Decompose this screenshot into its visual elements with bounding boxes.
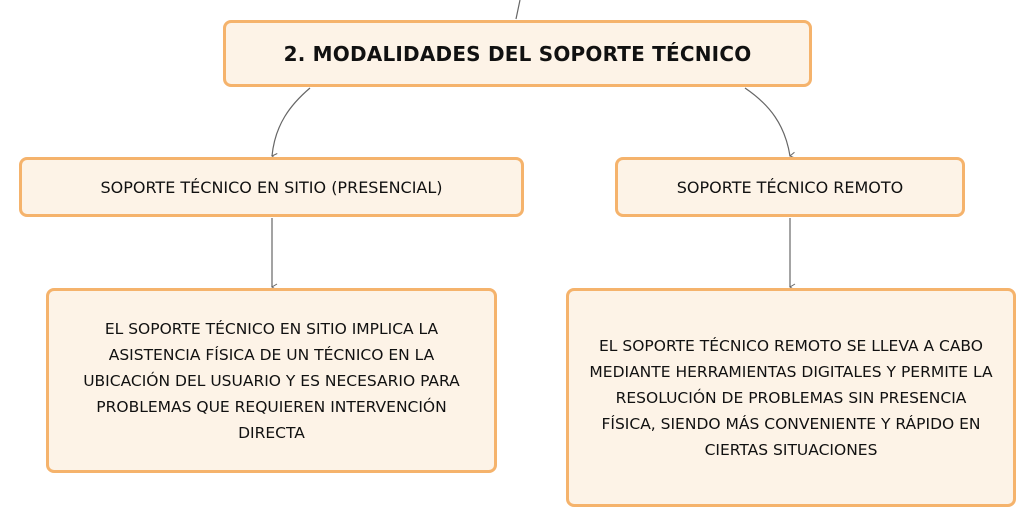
remote-support-node[interactable] <box>615 157 965 217</box>
remote-support-detail-node[interactable] <box>566 288 1016 507</box>
incoming-connector <box>516 0 520 19</box>
remote-support-label: SOPORTE TÉCNICO REMOTO <box>676 177 904 197</box>
remote-support-detail-text: EL SOPORTE TÉCNICO REMOTO SE LLEVA A CABO MEDIANTE HERRAMIENTAS DIGITALES Y PERMITE LA RESOLUCIÓN DE PROBLEMAS SIN PRESENCIA FÍSICA, SIENDO MÁS CONVENIENTE Y RÁPIDO EN CIERTAS SITUACIONES <box>589 336 993 459</box>
onsite-support-detail-text: EL SOPORTE TÉCNICO EN SITIO IMPLICA LA ASISTENCIA FÍSICA DE UN TÉCNICO EN LA UBICACIÓN DEL USUARIO Y ES NECESARIO PARA PROBLEMAS QUE REQUIEREN INTERVENCIÓN DIRECTA <box>83 319 460 442</box>
root-topic-label: 2. MODALIDADES DEL SOPORTE TÉCNICO <box>283 41 752 66</box>
onsite-support-node[interactable] <box>19 157 524 217</box>
connector-root-to-remote <box>745 88 790 156</box>
onsite-support-detail-node[interactable] <box>46 288 497 473</box>
connector-root-to-onsite <box>272 88 310 156</box>
onsite-support-label: SOPORTE TÉCNICO EN SITIO (PRESENCIAL) <box>100 177 443 197</box>
root-topic-node[interactable] <box>223 20 812 87</box>
